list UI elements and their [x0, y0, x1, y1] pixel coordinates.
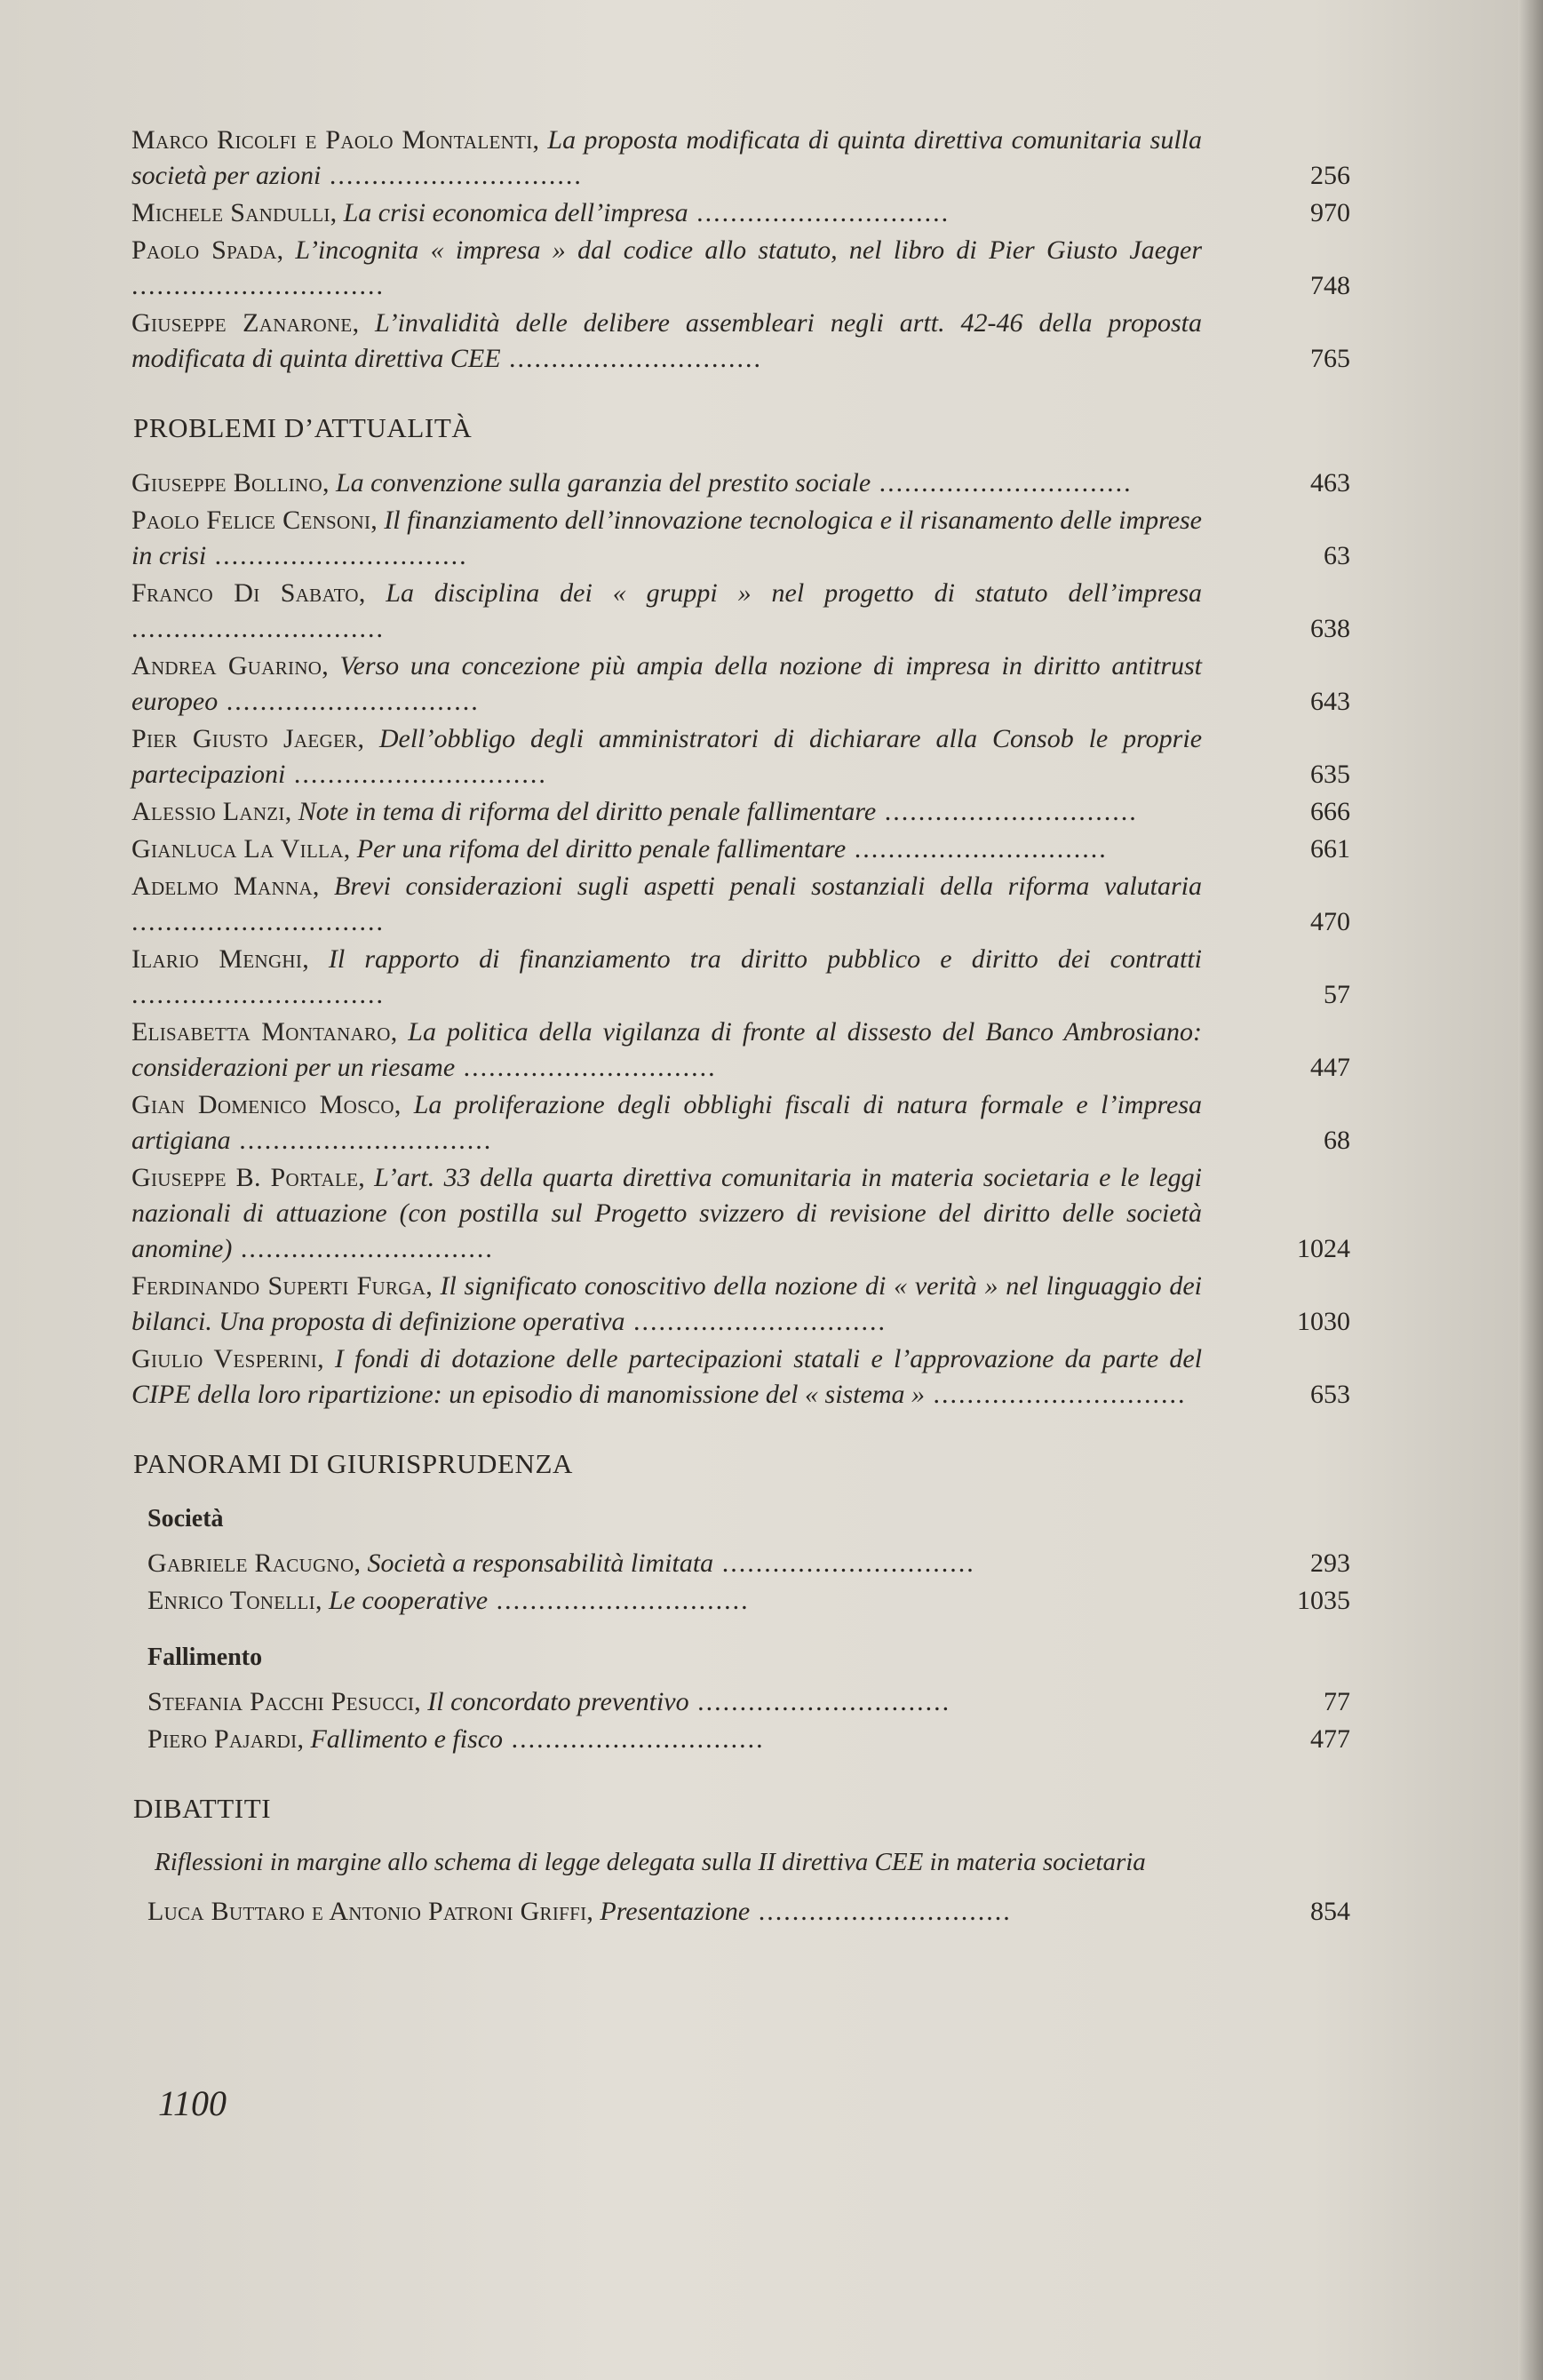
entry-title: La proposta modificata di quinta direttiva comunitaria sulla società per azioni	[131, 125, 1203, 190]
entry-title: Brevi considerazioni sugli aspetti penali sostanziali della riforma valutaria	[334, 872, 1203, 901]
entry-page-number: 661	[1310, 834, 1350, 864]
toc-entry: Gian Domenico Mosco, La proliferazione degli obblighi fiscali di natura formale e l’impresa artigiana .............................. 68	[131, 1087, 1350, 1158]
entry-page-number: 970	[1310, 198, 1350, 227]
toc-entry: Gabriele Racugno, Società a responsabilità limitata .............................. 293	[131, 1546, 1350, 1581]
entry-author: Giuseppe Zanarone	[131, 308, 353, 338]
entry-author: Stefania Pacchi Pesucci	[147, 1687, 415, 1716]
toc-entry: Marco Ricolfi e Paolo Montalenti, La proposta modificata di quinta direttiva comunitaria sulla società per azioni .............................. 256	[131, 123, 1350, 194]
toc-entry: Luca Buttaro e Antonio Patroni Griffi, Presentazione .............................. 854	[131, 1894, 1350, 1930]
toc-entry: Piero Pajardi, Fallimento e fisco .............................. 477	[131, 1722, 1350, 1757]
toc-entry: Gianluca La Villa, Per una rifoma del diritto penale fallimentare .............................. 661	[131, 832, 1350, 867]
entry-author: Paolo Spada	[131, 235, 277, 265]
entry-page-number: 1024	[1297, 1234, 1350, 1263]
entry-page-number: 635	[1310, 760, 1350, 789]
entry-page-number: 1030	[1297, 1307, 1350, 1336]
entry-title: I fondi di dotazione delle partecipazioni statali e l’approvazione da parte del CIPE della loro ripartizione: un episodio di manomissione del « sistema »	[131, 1344, 1203, 1409]
toc-entry: Stefania Pacchi Pesucci, Il concordato preventivo .............................. 77	[131, 1684, 1350, 1720]
entry-title: Presentazione	[600, 1897, 751, 1926]
toc-entry: Giuseppe Bollino, La convenzione sulla garanzia del prestito sociale .............................. 463	[131, 466, 1350, 501]
toc-entry: Ilario Menghi, Il rapporto di finanziamento tra diritto pubblico e diritto dei contratti .............................. 57	[131, 942, 1350, 1013]
entry-page-number: 854	[1310, 1897, 1350, 1926]
leader-dots: ..............................	[131, 614, 385, 643]
leader-dots: ..............................	[925, 1380, 1187, 1409]
leader-dots: ..............................	[455, 1053, 717, 1082]
entry-page-number: 666	[1310, 797, 1350, 826]
entry-author: Giuseppe Bollino	[131, 468, 322, 497]
list-societa	[131, 1546, 1350, 1619]
section-heading-attualita: PROBLEMI D’ATTUALITÀ	[133, 412, 473, 443]
entry-author: Ferdinando Superti Furga	[131, 1271, 426, 1301]
toc-entry: Giuseppe Zanarone, L’invalidità delle delibere assembleari negli artt. 42-46 della proposta modificata di quinta direttiva CEE .............................. 765	[131, 306, 1350, 377]
entry-author: Elisabetta Montanaro	[131, 1017, 391, 1047]
leader-dots: ..............................	[503, 1724, 765, 1754]
entry-author: Pier Giusto Jaeger	[131, 724, 358, 753]
entry-page-number: 57	[1324, 980, 1350, 1009]
entry-author: Gianluca La Villa	[131, 834, 344, 864]
entry-author: Piero Pajardi	[147, 1724, 298, 1754]
entry-author: Paolo Felice Censoni	[131, 505, 371, 535]
entry-page-number: 1035	[1297, 1586, 1350, 1615]
toc-entry: Michele Sandulli, La crisi economica dell’impresa .............................. 970	[131, 195, 1350, 231]
entry-title: Il significato conoscitivo della nozione di « verità » nel linguaggio dei bilanci. Una proposta di definizione operativa	[131, 1271, 1202, 1336]
section-heading-panorami: PANORAMI DI GIURISPRUDENZA	[133, 1448, 573, 1479]
entry-title: Note in tema di riforma del diritto penale fallimentare	[298, 797, 877, 826]
entry-page-number: 638	[1310, 614, 1350, 643]
entry-page-number: 653	[1310, 1380, 1350, 1409]
leader-dots: ..............................	[131, 271, 385, 300]
entry-author: Luca Buttaro e Antonio Patroni Griffi	[147, 1897, 587, 1926]
entry-page-number: 293	[1310, 1548, 1350, 1578]
subheading-societa: Società	[147, 1505, 224, 1532]
entry-title: Il concordato preventivo	[427, 1687, 689, 1716]
entry-title: L’art. 33 della quarta direttiva comunitaria in materia societaria e le leggi nazionali di attuazione (con postilla sul Progetto svizzero di revisione del diritto delle società anomine)	[131, 1163, 1202, 1263]
toc-entry: Andrea Guarino, Verso una concezione più ampia della nozione di impresa in diritto antitrust europeo .............................. 643	[131, 649, 1350, 720]
entry-author: Enrico Tonelli	[147, 1586, 315, 1615]
entry-author: Marco Ricolfi e Paolo Montalenti	[131, 125, 533, 155]
entry-page-number: 256	[1310, 161, 1350, 190]
entry-author: Gabriele Racugno	[147, 1548, 354, 1578]
toc-entry: Giuseppe B. Portale, L’art. 33 della quarta direttiva comunitaria in materia societaria e le leggi nazionali di attuazione (con postilla sul Progetto svizzero di revisione del diritto delle società anomine) .............................. 1024	[131, 1160, 1350, 1267]
entry-title: Dell’obbligo degli amministratori di dichiarare alla Consob le proprie partecipazioni	[131, 724, 1203, 789]
table-of-contents	[131, 123, 1350, 1931]
leader-dots: ..............................	[750, 1897, 1012, 1926]
leader-dots: ..............................	[688, 1687, 951, 1716]
leader-dots: ..............................	[688, 198, 950, 227]
entry-page-number: 77	[1324, 1687, 1350, 1716]
entry-page-number: 470	[1310, 907, 1350, 936]
toc-entry: Franco Di Sabato, La disciplina dei « gruppi » nel progetto di statuto dell’impresa .............................. 638	[131, 576, 1350, 647]
leader-dots: ..............................	[871, 468, 1133, 497]
entry-author: Ilario Menghi	[131, 944, 303, 974]
entry-author: Adelmo Manna	[131, 872, 313, 901]
entry-page-number: 68	[1324, 1126, 1350, 1155]
toc-entry: Elisabetta Montanaro, La politica della vigilanza di fronte al dissesto del Banco Ambrosiano: considerazioni per un riesame .............................. 447	[131, 1015, 1350, 1086]
leader-dots: ..............................	[206, 541, 468, 570]
entry-author: Giulio Vesperini	[131, 1344, 318, 1373]
subheading-fallimento: Fallimento	[147, 1644, 263, 1671]
entry-author: Andrea Guarino	[131, 651, 322, 681]
toc-entry: Ferdinando Superti Furga, Il significato conoscitivo della nozione di « verità » nel linguaggio dei bilanci. Una proposta di definizione operativa .............................. 1030	[131, 1269, 1350, 1340]
entry-page-number: 463	[1310, 468, 1350, 497]
entry-title: Fallimento e fisco	[310, 1724, 504, 1754]
entry-title: La disciplina dei « gruppi » nel progetto di statuto dell’impresa	[386, 578, 1202, 608]
list-dibattiti	[131, 1894, 1350, 1930]
list-attualita	[131, 466, 1350, 1413]
entry-title: La crisi economica dell’impresa	[343, 198, 688, 227]
entry-title: La convenzione sulla garanzia del prestito sociale	[335, 468, 871, 497]
leader-dots: ..............................	[488, 1586, 750, 1615]
entry-title: L’invalidità delle delibere assembleari negli artt. 42-46 della proposta modificata di quinta direttiva CEE	[131, 308, 1203, 373]
leader-dots: ..............................	[218, 687, 480, 716]
toc-entry: Pier Giusto Jaeger, Dell’obbligo degli amministratori di dichiarare alla Consob le proprie partecipazioni .............................. 635	[131, 721, 1350, 792]
leader-dots: ..............................	[624, 1307, 887, 1336]
leader-dots: ..............................	[131, 907, 385, 936]
entry-title: L’incognita « impresa » dal codice allo statuto, nel libro di Pier Giusto Jaeger	[295, 235, 1203, 265]
entry-author: Michele Sandulli	[131, 198, 330, 227]
entry-title: Verso una concezione più ampia della nozione di impresa in diritto antitrust europeo	[131, 651, 1203, 716]
entry-title: Il rapporto di finanziamento tra diritto pubblico e diritto dei contratti	[328, 944, 1203, 974]
list-fallimento	[131, 1684, 1350, 1757]
entry-page-number: 765	[1310, 344, 1350, 373]
leader-dots: ..............................	[846, 834, 1108, 864]
toc-entry: Giulio Vesperini, I fondi di dotazione delle partecipazioni statali e l’approvazione da parte del CIPE della loro ripartizione: un episodio di manomissione del « sistema » .............................. 653	[131, 1341, 1350, 1413]
toc-entry: Adelmo Manna, Brevi considerazioni sugli aspetti penali sostanziali della riforma valutaria .............................. 470	[131, 869, 1350, 940]
entry-page-number: 63	[1324, 541, 1350, 570]
leader-dots: ..............................	[500, 344, 763, 373]
entry-author: Giuseppe B. Portale	[131, 1163, 359, 1192]
entry-author: Alessio Lanzi	[131, 797, 285, 826]
list-top	[131, 123, 1350, 377]
toc-entry: Paolo Spada, L’incognita « impresa » dal codice allo statuto, nel libro di Pier Giusto Jaeger .............................. 748	[131, 233, 1350, 304]
entry-title: Per una rifoma del diritto penale fallimentare	[356, 834, 847, 864]
entry-page-number: 643	[1310, 687, 1350, 716]
leader-dots: ..............................	[285, 760, 547, 789]
entry-author: Gian Domenico Mosco	[131, 1090, 394, 1119]
toc-entry: Alessio Lanzi, Note in tema di riforma del diritto penale fallimentare .............................. 666	[131, 794, 1350, 830]
entry-title: Il finanziamento dell’innovazione tecnologica e il risanamento delle imprese in crisi	[131, 505, 1202, 570]
entry-page-number: 748	[1310, 271, 1350, 300]
dibattiti-intro: Riflessioni in margine allo schema di legge delegata sulla II direttiva CEE in materia societaria	[155, 1848, 1146, 1876]
leader-dots: ..............................	[321, 161, 583, 190]
entry-page-number: 447	[1310, 1053, 1350, 1082]
leader-dots: ..............................	[230, 1126, 493, 1155]
entry-author: Franco Di Sabato	[131, 578, 359, 608]
page-number: 1100	[158, 2083, 227, 2123]
entry-page-number: 477	[1310, 1724, 1350, 1754]
page-edge	[1518, 0, 1543, 2380]
section-heading-dibattiti: DIBATTITI	[133, 1793, 272, 1824]
leader-dots: ..............................	[131, 980, 385, 1009]
leader-dots: ..............................	[876, 797, 1138, 826]
leader-dots: ..............................	[713, 1548, 975, 1578]
entry-title: La politica della vigilanza di fronte al dissesto del Banco Ambrosiano: considerazioni per un riesame	[131, 1017, 1202, 1082]
toc-entry: Enrico Tonelli, Le cooperative .............................. 1035	[131, 1583, 1350, 1619]
entry-title: La proliferazione degli obblighi fiscali di natura formale e l’impresa artigiana	[131, 1090, 1203, 1155]
entry-title: Le cooperative	[328, 1586, 489, 1615]
leader-dots: ..............................	[232, 1234, 494, 1263]
entry-title: Società a responsabilità limitata	[367, 1548, 714, 1578]
toc-entry: Paolo Felice Censoni, Il finanziamento dell’innovazione tecnologica e il risanamento delle imprese in crisi .............................. 63	[131, 503, 1350, 574]
